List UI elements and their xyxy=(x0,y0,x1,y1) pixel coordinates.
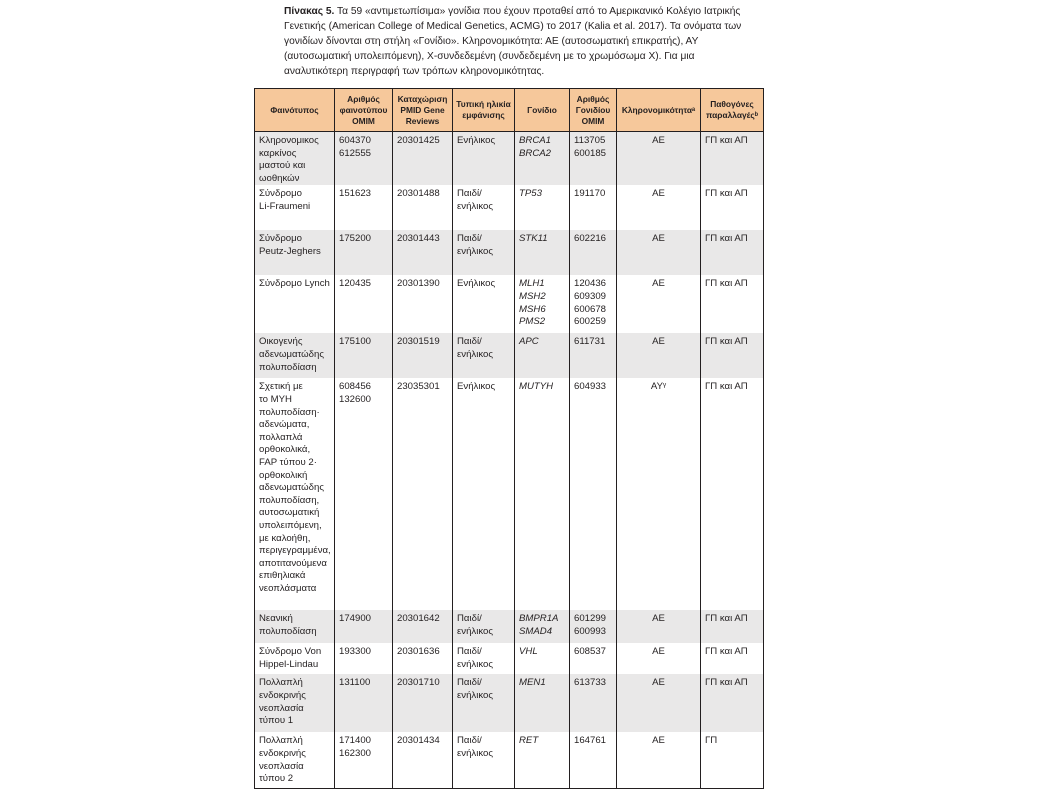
pathogenic-cell: ΓΠ και ΑΠ xyxy=(701,333,764,378)
phenotype-cell: Οικογενής αδενωματώδης πολυποδίαση xyxy=(255,333,335,378)
gene-cell: BMPR1A SMAD4 xyxy=(515,610,570,643)
omim-phenotype-cell: 151623 xyxy=(335,185,393,230)
age-cell: Παιδί/ ενήλικος xyxy=(453,643,515,674)
pathogenic-cell: ΓΠ και ΑΠ xyxy=(701,610,764,643)
table-row xyxy=(255,643,764,674)
gene-cell: APC xyxy=(515,333,570,378)
omim-phenotype-cell: 174900 xyxy=(335,610,393,643)
omim-phenotype-cell: 171400 162300 xyxy=(335,732,393,788)
phenotype-cell: Σύνδρομο Von Hippel-Lindau xyxy=(255,643,335,674)
gene-cell: TP53 xyxy=(515,185,570,230)
pathogenic-cell: ΓΠ και ΑΠ xyxy=(701,132,764,186)
phenotype-cell: Σχετική με το MYH πολυποδίαση· αδενώματα, πολλαπλά ορθοκολικά, FAP τύπου 2· ορθοκολική αδενωματώδης πολυποδίαση, αυτοσωματική υπολειπόμενη, με καλοήθη, περιγεγραμμένα, αποτιτανούμενα επιθηλιακά νεοπλάσματα xyxy=(255,378,335,610)
age-cell: Παιδί/ ενήλικος xyxy=(453,333,515,378)
omim-gene-cell: 604933 xyxy=(570,378,617,610)
phenotype-cell: Νεανική πολυποδίαση xyxy=(255,610,335,643)
header-pathogenic: Παθογόνες παραλλαγέςᵇ xyxy=(701,89,764,132)
omim-phenotype-cell: 604370 612555 xyxy=(335,132,393,186)
phenotype-cell: Πολλαπλή ενδοκρινής νεοπλασία τύπου 1 xyxy=(255,674,335,732)
age-cell: Ενήλικος xyxy=(453,378,515,610)
gene-cell: MLH1 MSH2 MSH6 PMS2 xyxy=(515,275,570,333)
omim-gene-cell: 601299 600993 xyxy=(570,610,617,643)
header-omim-gene: Αριθμός Γονιδίου OMIM xyxy=(570,89,617,132)
pmid-cell: 20301390 xyxy=(393,275,453,333)
inheritance-cell: ΑΕ xyxy=(617,643,701,674)
inheritance-cell: ΑΕ xyxy=(617,674,701,732)
header-inheritance: Κληρονομικότηταᵃ xyxy=(617,89,701,132)
table-caption xyxy=(284,4,754,79)
pathogenic-cell: ΓΠ και ΑΠ xyxy=(701,230,764,275)
pathogenic-cell: ΓΠ xyxy=(701,732,764,788)
phenotype-cell: Σύνδρομο Lynch xyxy=(255,275,335,333)
omim-phenotype-cell: 193300 xyxy=(335,643,393,674)
pmid-cell: 20301443 xyxy=(393,230,453,275)
table-row xyxy=(255,610,764,643)
omim-gene-cell: 613733 xyxy=(570,674,617,732)
omim-gene-cell: 120436 609309 600678 600259 xyxy=(570,275,617,333)
omim-gene-cell: 191170 xyxy=(570,185,617,230)
pathogenic-cell: ΓΠ και ΑΠ xyxy=(701,674,764,732)
header-gene: Γονίδιο xyxy=(515,89,570,132)
gene-cell: MUTYH xyxy=(515,378,570,610)
omim-phenotype-cell: 175200 xyxy=(335,230,393,275)
table-header-row xyxy=(255,89,764,132)
age-cell: Ενήλικος xyxy=(453,275,515,333)
gene-cell: STK11 xyxy=(515,230,570,275)
inheritance-cell: ΑΥᵞ xyxy=(617,378,701,610)
inheritance-cell: ΑΕ xyxy=(617,610,701,643)
phenotype-cell: Σύνδρομο Peutz-Jeghers xyxy=(255,230,335,275)
pmid-cell: 20301519 xyxy=(393,333,453,378)
table-row xyxy=(255,185,764,230)
age-cell: Ενήλικος xyxy=(453,132,515,186)
table-row xyxy=(255,378,764,610)
table-row xyxy=(255,132,764,186)
caption-text: Τα 59 «αντιμετωπίσιμα» γονίδια που έχουν προταθεί από το Αμερικανικό Κολέγιο Ιατρικής Γενετικής (American College of Medical Genetics, ACMG) το 2017 (Kalia et al. 2017). Τα ονόματα των γονιδίων δίνονται στη στήλη «Γονίδιο». Κληρονομικότητα: ΑΕ (αυτοσωματική επικρατής), ΑΥ (αυτοσωματική υπολειπόμενη), Χ-συνδεδεμένη (συνδεδεμένη με το χρωμόσωμα Χ). Για μια αναλυτικότερη περιγραφή των τρόπων κληρονομικότητας. xyxy=(284,6,742,77)
age-cell: Παιδί/ ενήλικος xyxy=(453,610,515,643)
inheritance-cell: ΑΕ xyxy=(617,333,701,378)
omim-phenotype-cell: 131100 xyxy=(335,674,393,732)
phenotype-cell: Πολλαπλή ενδοκρινής νεοπλασία τύπου 2 xyxy=(255,732,335,788)
pmid-cell: 20301434 xyxy=(393,732,453,788)
gene-cell: MEN1 xyxy=(515,674,570,732)
pathogenic-cell: ΓΠ και ΑΠ xyxy=(701,275,764,333)
age-cell: Παιδί/ ενήλικος xyxy=(453,732,515,788)
pmid-cell: 23035301 xyxy=(393,378,453,610)
header-age: Τυπική ηλικία εμφάνισης xyxy=(453,89,515,132)
omim-phenotype-cell: 608456 132600 xyxy=(335,378,393,610)
header-phenotype: Φαινότυπος xyxy=(255,89,335,132)
table-row xyxy=(255,275,764,333)
omim-gene-cell: 611731 xyxy=(570,333,617,378)
gene-cell: VHL xyxy=(515,643,570,674)
table-row xyxy=(255,732,764,788)
pathogenic-cell: ΓΠ και ΑΠ xyxy=(701,185,764,230)
omim-phenotype-cell: 175100 xyxy=(335,333,393,378)
age-cell: Παιδί/ ενήλικος xyxy=(453,230,515,275)
inheritance-cell: ΑΕ xyxy=(617,230,701,275)
age-cell: Παιδί/ ενήλικος xyxy=(453,185,515,230)
genes-table xyxy=(254,88,764,789)
inheritance-cell: ΑΕ xyxy=(617,275,701,333)
pathogenic-cell: ΓΠ και ΑΠ xyxy=(701,378,764,610)
inheritance-cell: ΑΕ xyxy=(617,132,701,186)
omim-gene-cell: 164761 xyxy=(570,732,617,788)
table-row xyxy=(255,674,764,732)
phenotype-cell: Σύνδρομο Li-Fraumeni xyxy=(255,185,335,230)
pmid-cell: 20301488 xyxy=(393,185,453,230)
omim-gene-cell: 602216 xyxy=(570,230,617,275)
table-row xyxy=(255,333,764,378)
gene-cell: BRCA1 BRCA2 xyxy=(515,132,570,186)
pathogenic-cell: ΓΠ και ΑΠ xyxy=(701,643,764,674)
pmid-cell: 20301425 xyxy=(393,132,453,186)
omim-gene-cell: 608537 xyxy=(570,643,617,674)
caption-label: Πίνακας 5. xyxy=(284,6,335,17)
inheritance-cell: ΑΕ xyxy=(617,185,701,230)
phenotype-cell: Κληρονομικος καρκίνος μαστού και ωοθηκών xyxy=(255,132,335,186)
header-omim-phenotype: Αριθμός φαινοτύπου OMIM xyxy=(335,89,393,132)
omim-gene-cell: 113705 600185 xyxy=(570,132,617,186)
pmid-cell: 20301636 xyxy=(393,643,453,674)
inheritance-cell: ΑΕ xyxy=(617,732,701,788)
omim-phenotype-cell: 120435 xyxy=(335,275,393,333)
pmid-cell: 20301710 xyxy=(393,674,453,732)
gene-cell: RET xyxy=(515,732,570,788)
table-row xyxy=(255,230,764,275)
header-pmid: Καταχώριση PMID Gene Reviews xyxy=(393,89,453,132)
pmid-cell: 20301642 xyxy=(393,610,453,643)
age-cell: Παιδί/ ενήλικος xyxy=(453,674,515,732)
